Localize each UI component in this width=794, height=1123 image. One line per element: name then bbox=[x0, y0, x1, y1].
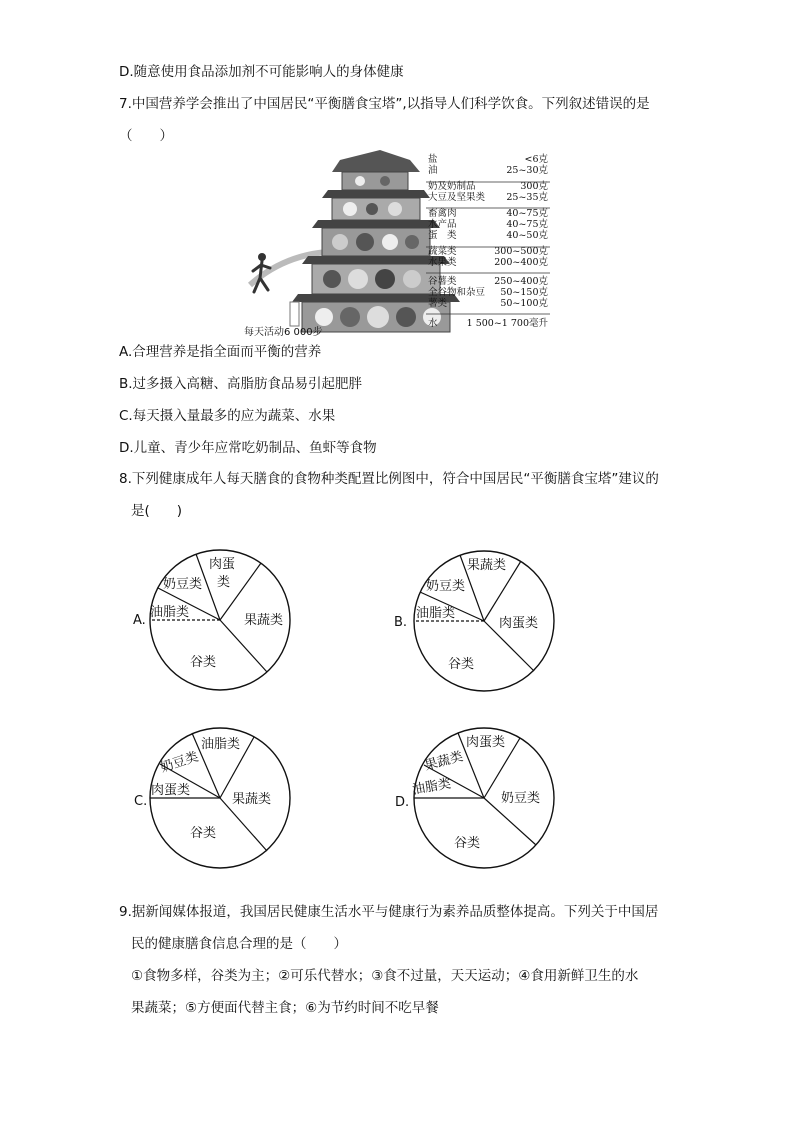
table-item-name: 盐 bbox=[428, 154, 438, 165]
table-item-amount: 40~75克 bbox=[506, 208, 548, 219]
pie-c-label: 肉蛋类 bbox=[151, 783, 191, 798]
table-item-name: 水产品 bbox=[428, 219, 457, 230]
table-item-name: 蛋 类 bbox=[428, 230, 457, 241]
pie-d-label: 果蔬类 bbox=[423, 749, 465, 774]
food-pyramid-figure bbox=[240, 150, 560, 340]
pie-d-label: 油脂类 bbox=[411, 776, 453, 798]
table-item-amount: 25~35克 bbox=[506, 192, 548, 203]
pie-d-label: 肉蛋类 bbox=[466, 735, 506, 750]
table-item-amount: 40~75克 bbox=[506, 219, 548, 230]
pie-c-label: 奶豆类 bbox=[158, 749, 201, 776]
q9-stem-cont: 民的健康膳食信息合理的是（ ） bbox=[131, 936, 347, 952]
pie-b-letter: B. bbox=[394, 615, 408, 630]
table-item-amount: 40~50克 bbox=[506, 230, 548, 241]
table-item-name: 水 bbox=[428, 318, 438, 329]
table-item-amount: <6克 bbox=[524, 154, 548, 165]
q9-items: ①食物多样，谷类为主；②可乐代替水；③食不过量，天天运动；④食用新鲜卫生的水 bbox=[131, 968, 639, 984]
table-item-amount: 25~30克 bbox=[506, 165, 548, 176]
pie-d-letter: D. bbox=[395, 795, 410, 810]
pie-b-label: 肉蛋类 bbox=[499, 616, 539, 631]
pie-chart-c bbox=[134, 728, 290, 868]
table-item-name: 蔬菜类 bbox=[428, 246, 457, 257]
pie-a-label: 油脂类 bbox=[150, 605, 190, 620]
table-item-name: 薯类 bbox=[428, 298, 448, 309]
q7-stem: 7.中国营养学会推出了中国居民“平衡膳食宝塔”,以指导人们科学饮食。下列叙述错误的是 bbox=[119, 96, 650, 112]
pie-b-label: 油脂类 bbox=[416, 606, 456, 621]
pie-b-label: 谷类 bbox=[448, 657, 475, 672]
pie-a-letter: A. bbox=[133, 613, 146, 628]
table-item-name: 畜禽肉 bbox=[428, 208, 457, 219]
pie-chart-d bbox=[395, 728, 554, 868]
pie-a-label: 果蔬类 bbox=[244, 613, 284, 628]
pie-b-label: 果蔬类 bbox=[467, 558, 507, 573]
pie-a-label: 谷类 bbox=[190, 655, 217, 670]
pie-a-label: 类 bbox=[217, 575, 231, 590]
table-item-name: 奶及奶制品 bbox=[428, 181, 476, 192]
q8-pie-options bbox=[0, 540, 794, 880]
pie-chart-a bbox=[133, 550, 290, 690]
table-item-name: 大豆及坚果类 bbox=[428, 192, 486, 203]
q7-option-d: D.儿童、青少年应常吃奶制品、鱼虾等食物 bbox=[119, 440, 377, 456]
q6-option-d: D.随意使用食品添加剂不可能影响人的身体健康 bbox=[119, 64, 404, 80]
table-item-amount: 1 500~1 700毫升 bbox=[466, 318, 548, 329]
table-item-amount: 50~100克 bbox=[500, 298, 548, 309]
pie-a-label: 奶豆类 bbox=[163, 577, 203, 592]
table-item-amount: 300~500克 bbox=[494, 246, 548, 257]
q7-option-a: A.合理营养是指全面而平衡的营养 bbox=[119, 344, 322, 360]
food-amount-table bbox=[428, 153, 548, 329]
table-item-amount: 50~150克 bbox=[500, 287, 548, 298]
table-item-amount: 250~400克 bbox=[494, 276, 548, 287]
q7-option-b: B.过多摄入高糖、高脂肪食品易引起肥胖 bbox=[119, 376, 363, 392]
pie-c-label: 油脂类 bbox=[201, 737, 241, 752]
pie-c-label: 谷类 bbox=[190, 826, 217, 841]
pie-a-label: 肉蛋 bbox=[209, 557, 236, 572]
table-item-name: 水果类 bbox=[428, 257, 457, 268]
table-item-amount: 200~400克 bbox=[494, 257, 548, 268]
pie-c-label: 果蔬类 bbox=[232, 792, 272, 807]
table-item-name: 谷薯类 bbox=[428, 276, 457, 287]
q8-stem: 8.下列健康成年人每天膳食的食物种类配置比例图中，符合中国居民“平衡膳食宝塔”建议的 bbox=[119, 471, 659, 487]
q8-answer-blank: 是( ) bbox=[131, 503, 183, 519]
water-bottle-icon bbox=[290, 302, 299, 326]
pie-d-label: 奶豆类 bbox=[501, 791, 541, 806]
pie-b-label: 奶豆类 bbox=[426, 579, 466, 594]
q9-stem: 9.据新闻媒体报道，我国居民健康生活水平与健康行为素养品质整体提高。下列关于中国居 bbox=[119, 904, 659, 920]
q7-option-c: C.每天摄入量最多的应为蔬菜、水果 bbox=[119, 408, 336, 424]
q7-answer-blank: （ ） bbox=[119, 128, 173, 144]
table-item-amount: 300克 bbox=[520, 181, 548, 192]
figure-caption: 每天活动6 000步 bbox=[244, 327, 323, 338]
pie-c-letter: C. bbox=[134, 794, 148, 809]
pie-chart-b bbox=[394, 551, 554, 691]
pie-d-label: 谷类 bbox=[454, 836, 481, 851]
table-item-name: 油 bbox=[428, 165, 438, 176]
q9-items-cont: 果蔬菜；⑤方便面代替主食；⑥为节约时间不吃早餐 bbox=[131, 1000, 439, 1016]
table-item-name: 全谷物和杂豆 bbox=[428, 287, 486, 298]
